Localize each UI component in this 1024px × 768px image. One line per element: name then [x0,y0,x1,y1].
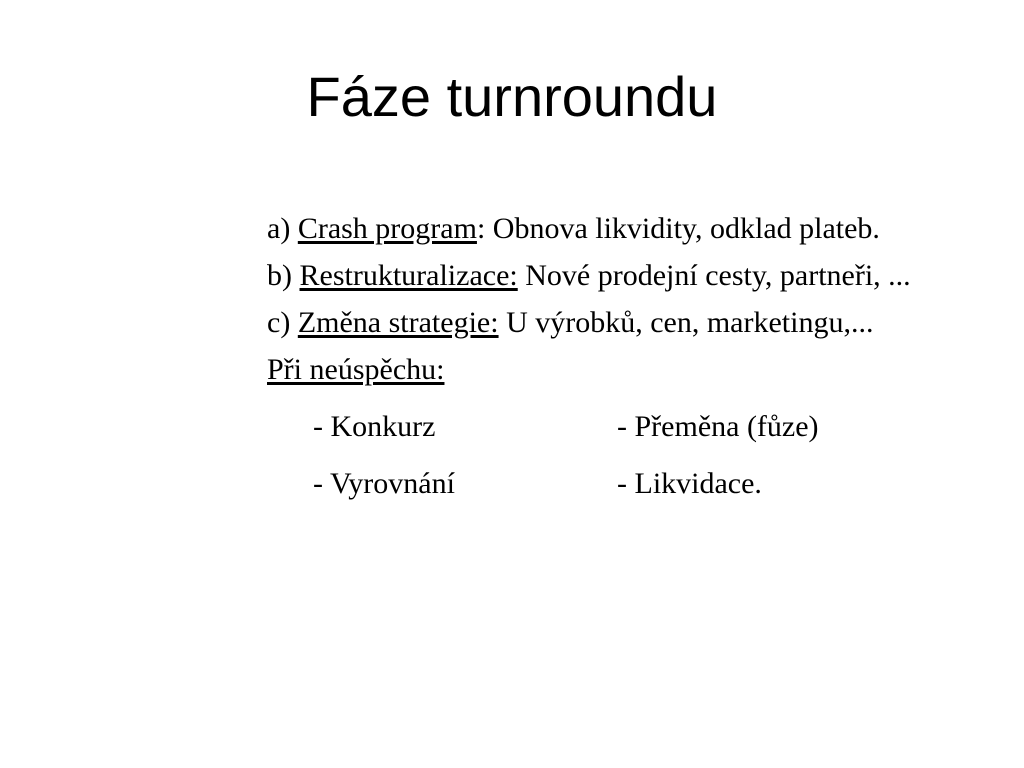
phase-item-a [267,210,927,247]
phase-item-prefix: b) [267,259,300,292]
phase-item-term: Změna strategie: [297,306,499,339]
phase-item-prefix: a) [267,212,298,245]
failure-option-premena: - Přeměna (fůze) [617,410,819,443]
phase-item-description: : Obnova likvidity, odklad plateb. [476,212,880,245]
failure-row-1 [267,408,927,445]
failure-row-2 [267,465,927,502]
phase-item-c [267,304,927,341]
failure-option-konkurz: - Konkurz [313,410,436,443]
phase-item-description: Nové prodejní cesty, partneři, ... [517,259,911,292]
slide-content [267,210,927,522]
failure-option-likvidace: - Likvidace. [617,467,762,500]
phase-item-term: Crash program [297,212,477,245]
slide-title: Fáze turnroundu [306,65,718,128]
phase-item-description: U výrobků, cen, marketingu,... [498,306,874,339]
failure-option-vyrovnani: - Vyrovnání [313,467,455,500]
phase-item-prefix: c) [267,306,298,339]
failure-heading: Při neúspěchu: [267,353,445,386]
phase-item-term: Restrukturalizace: [299,259,518,292]
phase-item-b [267,257,927,294]
